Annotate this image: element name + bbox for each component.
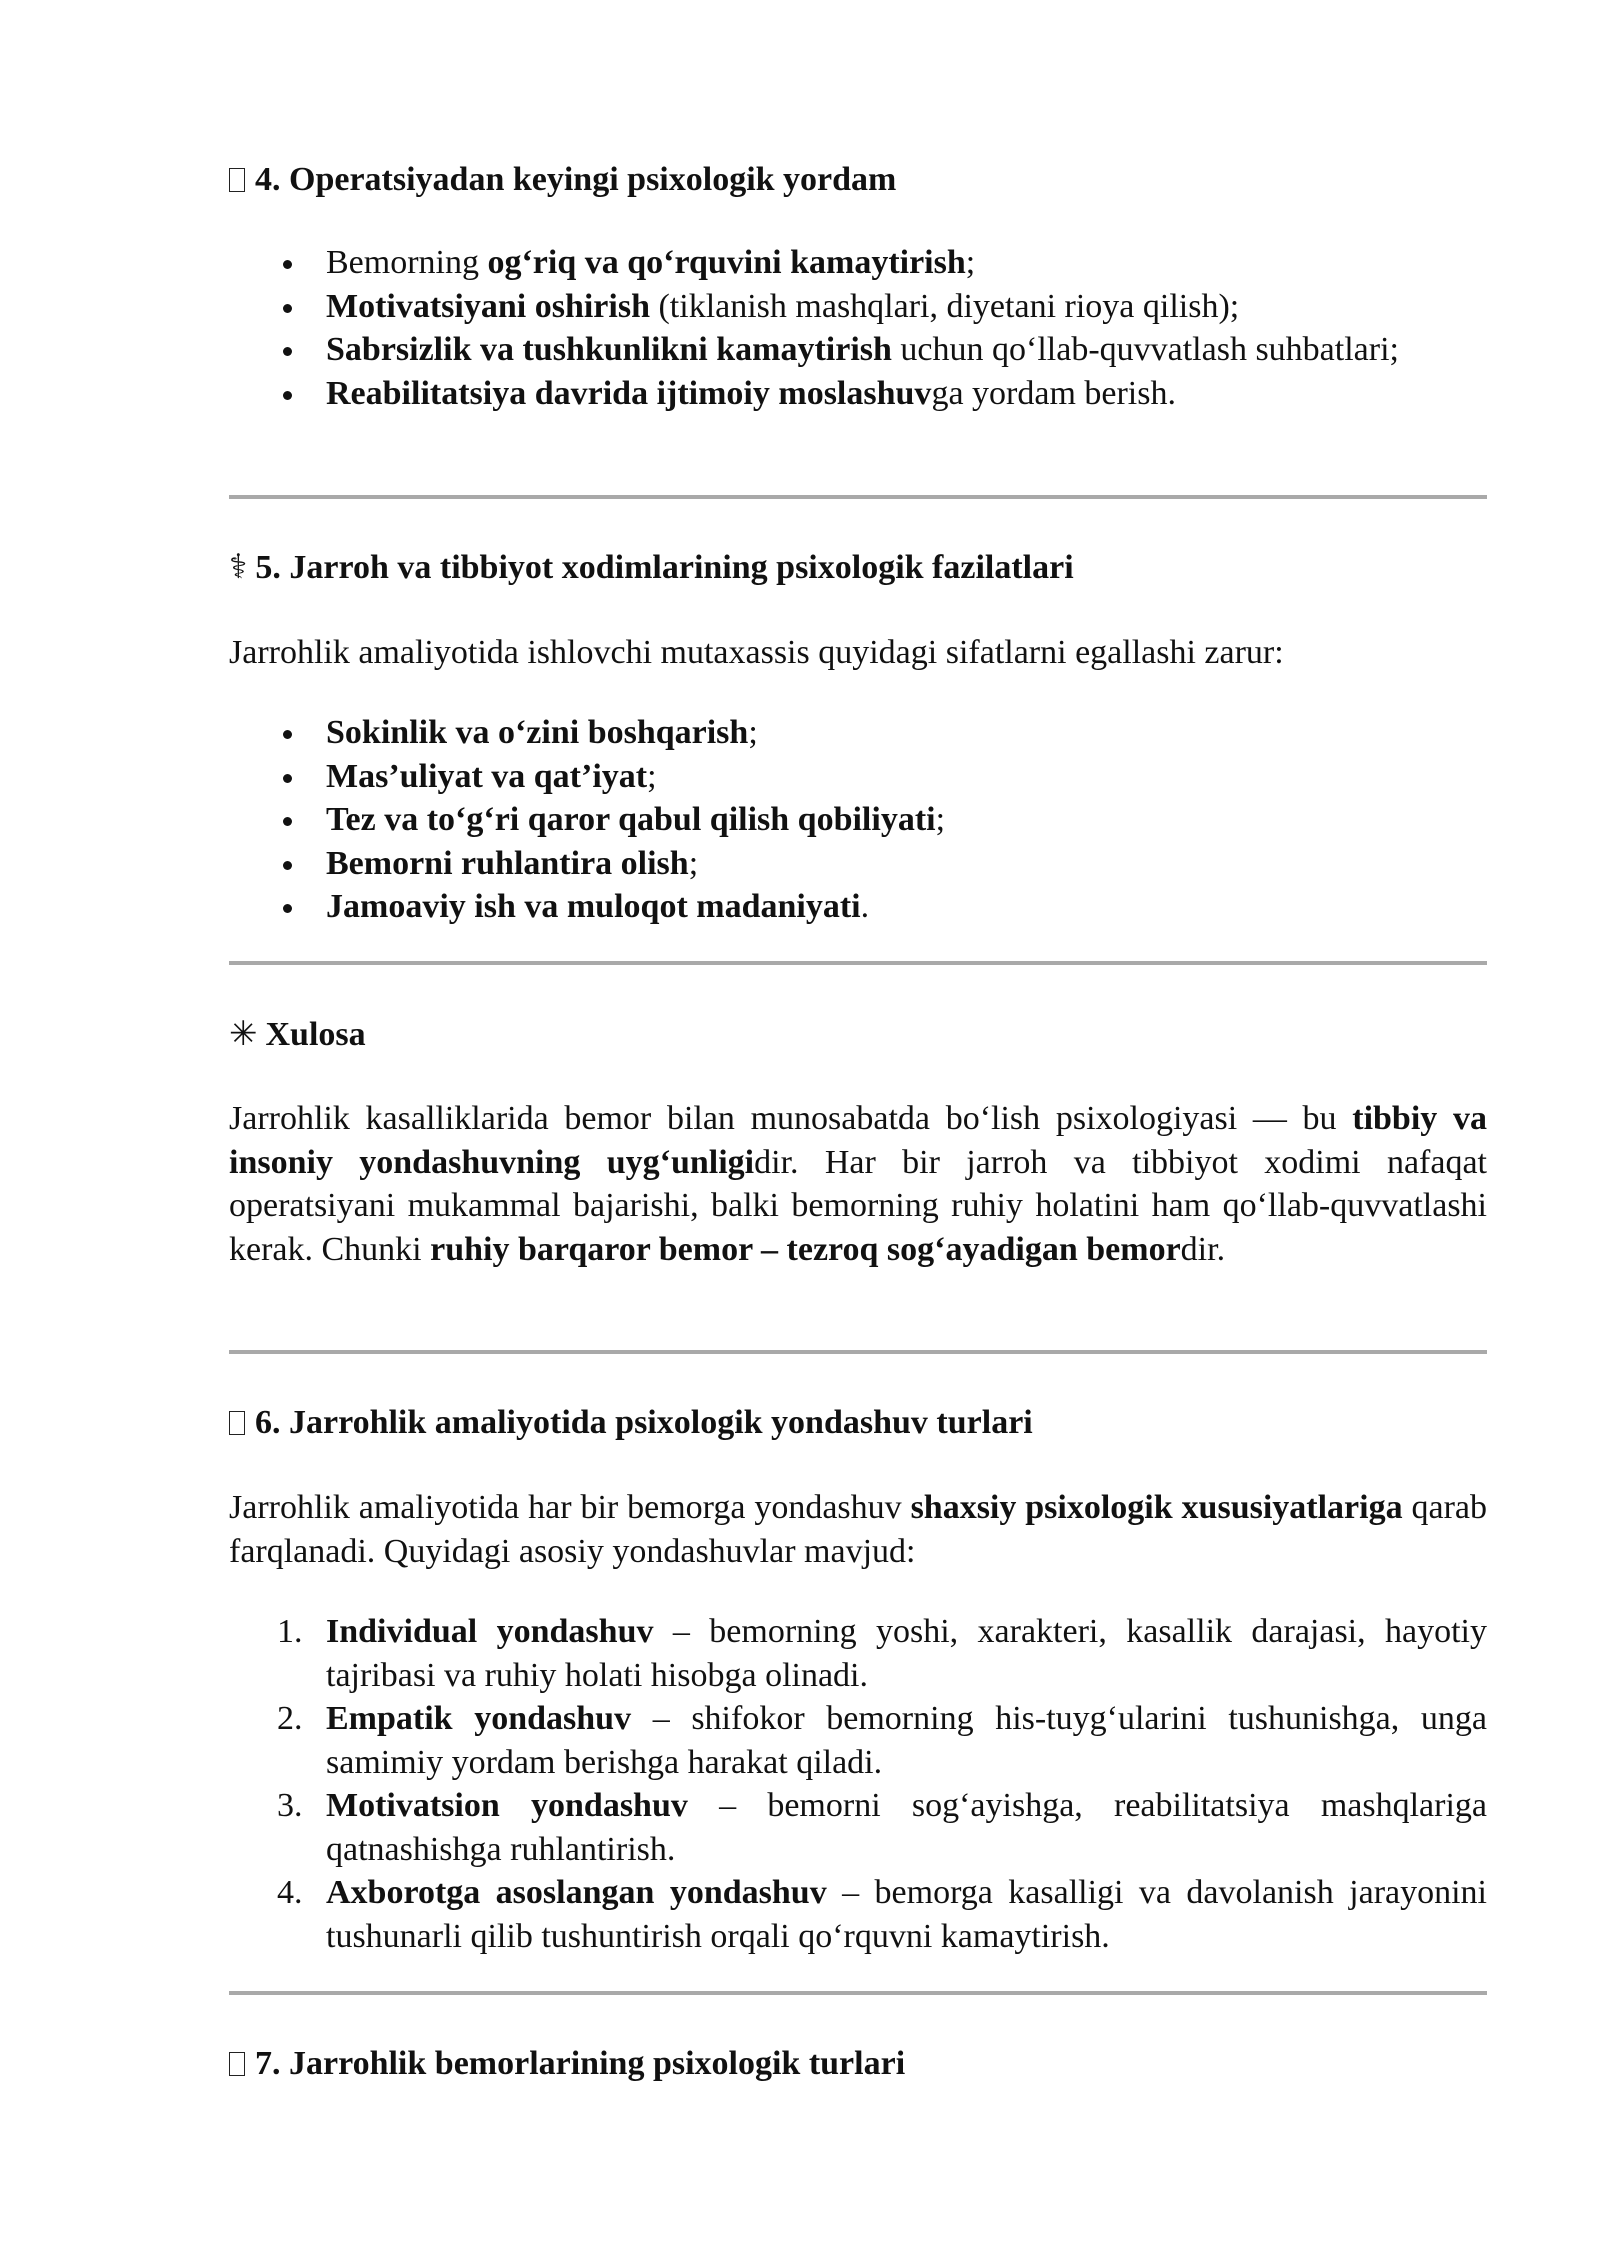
list-item: Tez va to‘g‘ri qaror qabul qilish qobiliyati; — [229, 798, 1487, 842]
section-5-intro: Jarrohlik amaliyotida ishlovchi mutaxassis quyidagi sifatlarni egallashi zarur: — [229, 634, 1284, 671]
list-item: 3. Motivatsion yondashuv – bemorni sog‘ayishga, reabilitatsiya mashqlariga qatnashishga ruhlantirish. — [277, 1787, 1487, 1868]
section-4-title: 4. Operatsiyadan keyingi psixologik yordam — [255, 161, 897, 198]
section-divider — [229, 1350, 1487, 1354]
conclusion-title: Xulosa — [265, 1016, 366, 1053]
section-5-heading — [229, 546, 1074, 589]
list-item: Jamoaviy ish va muloqot madaniyati. — [229, 885, 1487, 929]
list-item: Bemorni ruhlantira olish; — [229, 842, 1487, 886]
section-7-heading — [229, 2042, 905, 2085]
section-4-list — [229, 241, 1487, 415]
conclusion-heading — [229, 1013, 366, 1056]
section-4-heading — [229, 158, 896, 201]
list-item: 2. Empatik yondashuv – shifokor bemorning his-tuyg‘ularini tushunishga, unga samimiy yordam berishga harakat qiladi. — [277, 1700, 1487, 1781]
section-6-heading — [229, 1401, 1033, 1444]
list-item: Reabilitatsiya davrida ijtimoiy moslashuvga yordam berish. — [229, 372, 1487, 416]
section-6-intro: Jarrohlik amaliyotida har bir bemorga yondashuv shaxsiy psixologik xususiyatlariga qarab farqlanadi. Quyidagi asosiy yondashuvlar mavjud: — [229, 1489, 1487, 1570]
missing-glyph-icon — [229, 168, 245, 192]
asterisk-icon: ✳ — [229, 1016, 258, 1053]
list-item: Motivatsiyani oshirish (tiklanish mashqlari, diyetani rioya qilish); — [229, 285, 1487, 329]
section-6-title: 6. Jarrohlik amaliyotida psixologik yondashuv turlari — [255, 1404, 1033, 1441]
list-item: Bemorning og‘riq va qo‘rquvini kamaytirish; — [229, 241, 1487, 285]
caduceus-icon: ⚕ — [229, 549, 248, 586]
section-5-title: 5. Jarroh va tibbiyot xodimlarining psixologik fazilatlari — [255, 549, 1074, 586]
list-item: 1. Individual yondashuv – bemorning yoshi, xarakteri, kasallik darajasi, hayotiy tajribasi va ruhiy holati hisobga olinadi. — [277, 1613, 1488, 1694]
missing-glyph-icon — [229, 1411, 245, 1435]
list-item: 4. Axborotga asoslangan yondashuv – bemorga kasalligi va davolanish jarayonini tushunarli qilib tushuntirish orqali qo‘rquvni kamaytirish. — [277, 1874, 1487, 1955]
section-7-title: 7. Jarrohlik bemorlarining psixologik turlari — [255, 2045, 906, 2082]
conclusion-paragraph: Jarrohlik kasalliklarida bemor bilan munosabatda bo‘lish psixologiyasi — bu tibbiy va insoniy yondashuvning uyg‘unligidir. Har bir jarroh va tibbiyot xodimi nafaqat operatsiyani mukammal bajarishi, balki bemorning ruhiy holatini ham qo‘llab-quvvatlashi kerak. Chunki ruhiy barqaror bemor – tezroq sog‘ayadigan bemordir. — [229, 1100, 1487, 1268]
list-item: Sokinlik va o‘zini boshqarish; — [229, 711, 1487, 755]
section-6-list — [229, 1610, 1487, 1958]
missing-glyph-icon — [229, 2052, 245, 2076]
section-divider — [229, 961, 1487, 965]
list-item: Sabrsizlik va tushkunlikni kamaytirish uchun qo‘llab-quvvatlash suhbatlari; — [229, 328, 1487, 372]
section-5-list — [229, 711, 1487, 929]
section-divider — [229, 1991, 1487, 1995]
section-divider — [229, 495, 1487, 499]
list-item: Mas’uliyat va qat’iyat; — [229, 755, 1487, 799]
